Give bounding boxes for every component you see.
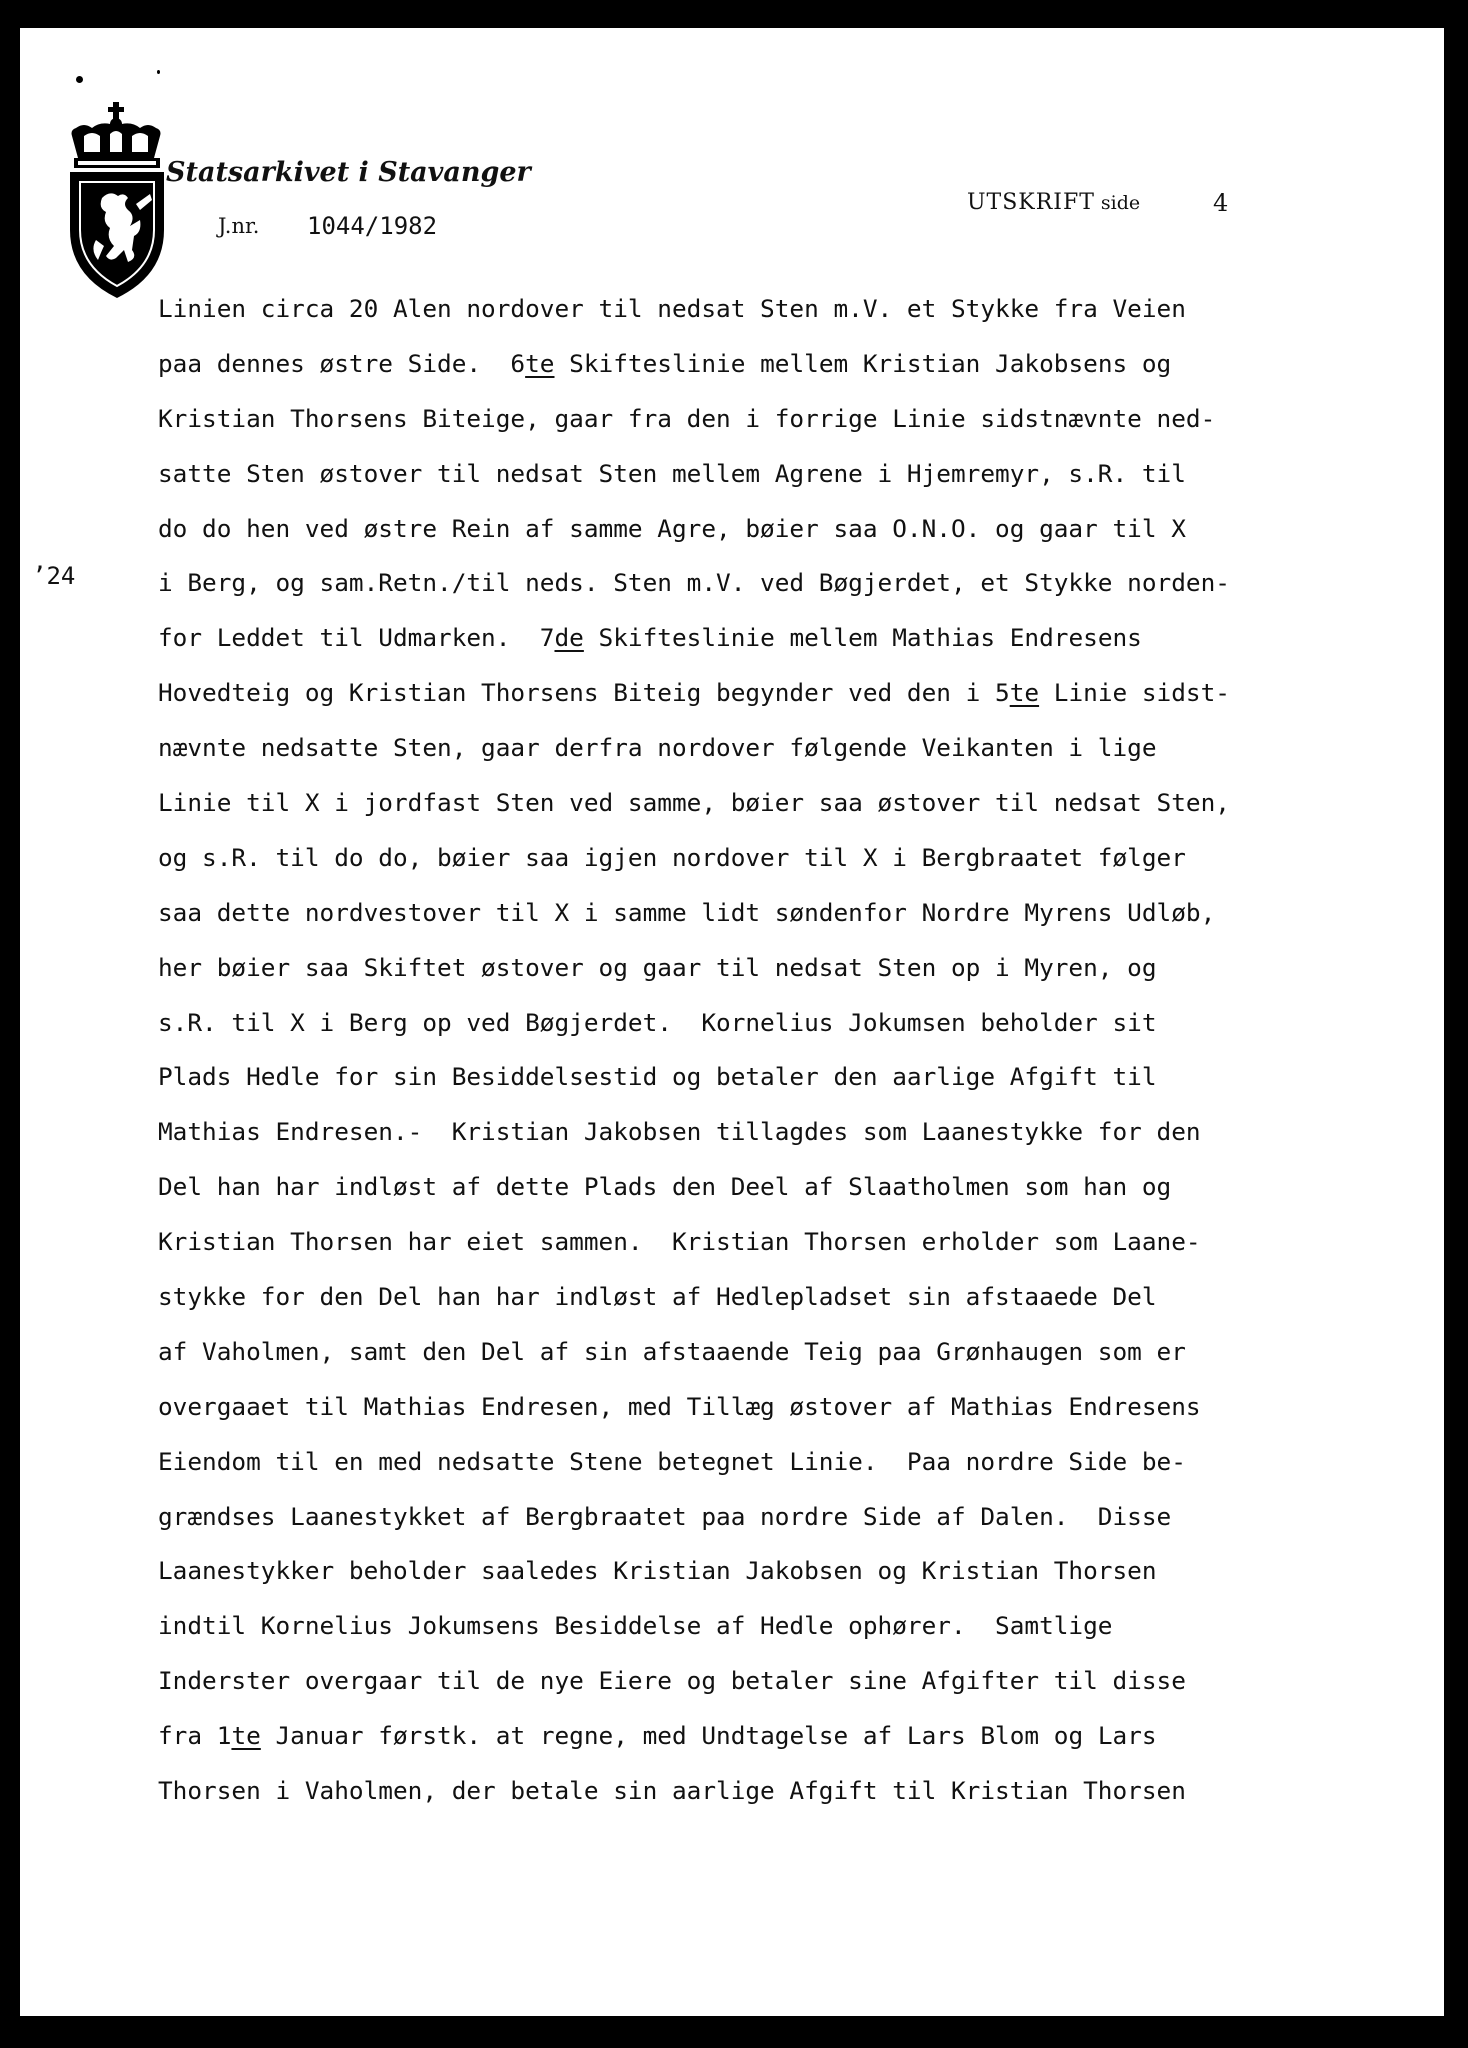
text-line	[158, 447, 1408, 502]
text-segment: i Berg, og sam.Retn./til neds. Sten m.V. ved Bøgjerdet, et Stykke norden-	[158, 568, 1230, 598]
text-line	[158, 831, 1408, 886]
text-segment: af Vaholmen, samt den Del af sin afstaaende Teig paa Grønhaugen som er	[158, 1336, 1186, 1366]
scan-speck	[76, 76, 83, 83]
text-segment: her bøier saa Skiftet østover og gaar til nedsat Sten op i Myren, og	[158, 952, 1157, 982]
text-line	[158, 1215, 1408, 1270]
margin-note: ’24	[32, 562, 76, 590]
text-line	[158, 502, 1408, 557]
text-line	[158, 1160, 1408, 1215]
text-line	[158, 721, 1408, 776]
text-segment: Skifteslinie mellem Mathias Endresens	[583, 623, 1142, 653]
text-segment: Laanestykker beholder saaledes Kristian Jakobsen og Kristian Thorsen	[158, 1556, 1157, 1586]
page-number: 4	[1213, 189, 1229, 217]
text-line	[158, 996, 1408, 1051]
text-segment: do do hen ved østre Rein af samme Agre, bøier saa O.N.O. og gaar til X	[158, 513, 1186, 543]
text-segment: s.R. til X i Berg op ved Bøgjerdet. Kornelius Jokumsen beholder sit	[158, 1007, 1157, 1037]
text-line	[158, 666, 1408, 721]
coat-of-arms-icon	[58, 100, 176, 300]
text-line	[158, 1544, 1408, 1599]
archive-name: Statsarkivet i Stavanger	[166, 157, 531, 188]
text-line	[158, 556, 1408, 611]
text-line	[158, 1050, 1408, 1105]
text-line	[158, 392, 1408, 447]
text-line	[158, 886, 1408, 941]
text-segment: saa dette nordvestover til X i samme lidt søndenfor Nordre Myrens Udløb,	[158, 897, 1216, 927]
text-segment: Thorsen i Vaholmen, der betale sin aarlige Afgift til Kristian Thorsen	[158, 1776, 1186, 1806]
text-segment: Linien circa 20 Alen nordover til nedsat Sten m.V. et Stykke fra Veien	[158, 294, 1186, 323]
underlined-ordinal: de	[554, 623, 584, 653]
text-segment: satte Sten østover til nedsat Sten mellem Agrene i Hjemremyr, s.R. til	[158, 458, 1186, 488]
text-line	[158, 282, 1408, 337]
text-line	[158, 1325, 1408, 1380]
text-line	[158, 1599, 1408, 1654]
text-line	[158, 1709, 1408, 1764]
text-segment: Hovedteig og Kristian Thorsens Biteig begynder ved den i 5	[158, 678, 1010, 708]
text-segment: Kristian Thorsen har eiet sammen. Kristian Thorsen erholder som Laane-	[158, 1227, 1201, 1257]
text-line	[158, 1764, 1408, 1819]
text-line	[158, 1380, 1408, 1435]
scan-speck	[157, 70, 160, 74]
underlined-ordinal: te	[231, 1721, 261, 1751]
text-line	[158, 1105, 1408, 1160]
text-segment: overgaaet til Mathias Endresen, med Tillæg østover af Mathias Endresens	[158, 1391, 1201, 1421]
text-segment: stykke for den Del han har indløst af Hedlepladset sin afstaaede Del	[158, 1282, 1157, 1312]
text-segment: Eiendom til en med nedsatte Stene betegnet Linie. Paa nordre Side be-	[158, 1446, 1186, 1476]
transcript-label	[967, 190, 1140, 215]
text-segment: og s.R. til do do, bøier saa igjen nordover til X i Bergbraatet følger	[158, 842, 1186, 872]
text-segment: Mathias Endresen.- Kristian Jakobsen tillagdes som Laanestykke for den	[158, 1117, 1201, 1147]
text-line	[158, 1270, 1408, 1325]
text-line	[158, 1435, 1408, 1490]
journal-number: 1044/1982	[307, 212, 438, 240]
text-segment: Linie til X i jordfast Sten ved samme, bøier saa østover til nedsat Sten,	[158, 788, 1230, 818]
text-line	[158, 941, 1408, 996]
text-segment: Januar førstk. at regne, med Undtagelse af Lars Blom og Lars	[260, 1721, 1157, 1751]
text-line	[158, 1654, 1408, 1709]
journal-number-label: J.nr.	[218, 214, 260, 238]
underlined-ordinal: te	[1009, 678, 1040, 708]
text-segment: grændses Laanestykket af Bergbraatet paa nordre Side af Dalen. Disse	[158, 1501, 1172, 1531]
text-segment: Kristian Thorsens Biteige, gaar fra den i forrige Linie sidstnævnte ned-	[158, 403, 1216, 433]
text-line	[158, 337, 1408, 392]
transcribed-text	[158, 282, 1408, 1819]
underlined-ordinal: te	[525, 348, 555, 378]
text-segment: Inderster overgaar til de nye Eiere og betaler sine Afgifter til disse	[158, 1666, 1186, 1696]
side-word: side	[1100, 192, 1141, 214]
text-segment: Plads Hedle for sin Besiddelsestid og betaler den aarlige Afgift til	[158, 1062, 1157, 1092]
text-segment: indtil Kornelius Jokumsens Besiddelse af Hedle ophører. Samtlige	[158, 1611, 1113, 1641]
text-segment: nævnte nedsatte Sten, gaar derfra nordover følgende Veikanten i lige	[158, 733, 1157, 763]
text-line	[158, 776, 1408, 831]
text-segment: paa dennes østre Side. 6	[158, 348, 526, 378]
text-segment: Linie sidst-	[1039, 678, 1230, 708]
text-segment: Skifteslinie mellem Kristian Jakobsens og	[554, 348, 1172, 378]
text-segment: fra 1	[158, 1721, 232, 1751]
text-segment: for Leddet til Udmarken. 7	[158, 623, 555, 653]
utskrift-word: UTSKRIFT	[967, 190, 1095, 215]
text-line	[158, 1490, 1408, 1545]
text-segment: Del han har indløst af dette Plads den Deel af Slaatholmen som han og	[158, 1172, 1172, 1202]
text-line	[158, 611, 1408, 666]
